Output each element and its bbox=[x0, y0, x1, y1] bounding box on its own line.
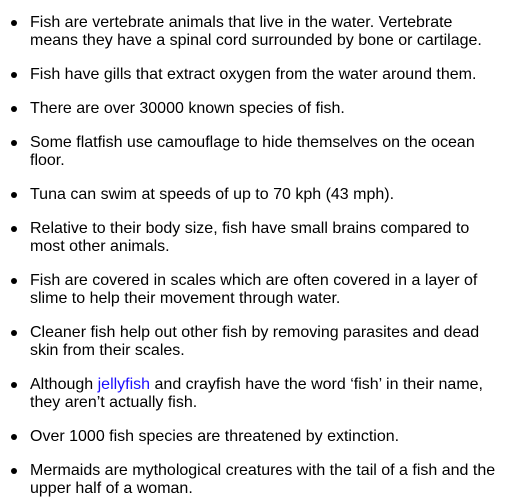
fact-text: Cleaner fish help out other fish by removing parasites and dead skin from their scales. bbox=[30, 324, 480, 359]
fact-text: Relative to their body size, fish have small brains compared to most other animals. bbox=[30, 220, 470, 255]
bullet-icon bbox=[11, 20, 17, 26]
fact-text: Tuna can swim at speeds of up to 70 kph (43 mph). bbox=[30, 186, 395, 203]
bullet-icon bbox=[11, 278, 17, 284]
list-item bbox=[0, 134, 507, 170]
list-item bbox=[0, 14, 507, 50]
fact-text: Mermaids are mythological creatures with the tail of a fish and the upper half of a woman. bbox=[30, 462, 496, 497]
bullet-icon bbox=[11, 106, 17, 112]
bullet-icon bbox=[11, 468, 17, 474]
list-item bbox=[0, 428, 507, 446]
fact-text: Over 1000 fish species are threatened by extinction. bbox=[30, 428, 400, 445]
bullet-icon bbox=[11, 434, 17, 440]
bullet-icon bbox=[11, 330, 17, 336]
bullet-icon bbox=[11, 382, 17, 388]
bullet-icon bbox=[11, 72, 17, 78]
list-item bbox=[0, 324, 507, 360]
list-item bbox=[0, 100, 507, 118]
list-item bbox=[0, 462, 507, 498]
list-item bbox=[0, 272, 507, 308]
bullet-icon bbox=[11, 192, 17, 198]
fact-text-before-link: Although bbox=[30, 376, 98, 393]
fact-text: Some flatfish use camouflage to hide themselves on the ocean floor. bbox=[30, 134, 475, 169]
list-item bbox=[0, 376, 507, 412]
jellyfish-link[interactable]: jellyfish bbox=[97, 376, 151, 393]
list-item bbox=[0, 186, 507, 204]
bullet-icon bbox=[11, 140, 17, 146]
fact-text-after-link: and crayfish have the word ‘fish’ in their name, they aren’t actually fish. bbox=[30, 376, 483, 411]
fact-text: There are over 30000 known species of fish. bbox=[30, 100, 345, 117]
fact-text: Fish have gills that extract oxygen from the water around them. bbox=[30, 66, 477, 83]
list-item bbox=[0, 66, 507, 84]
bullet-icon bbox=[11, 226, 17, 232]
fact-text: Fish are vertebrate animals that live in the water. Vertebrate means they have a spinal cord surrounded by bone or cartilage. bbox=[30, 14, 482, 49]
list-item bbox=[0, 220, 507, 256]
fact-text: Fish are covered in scales which are often covered in a layer of slime to help their movement through water. bbox=[30, 272, 478, 307]
